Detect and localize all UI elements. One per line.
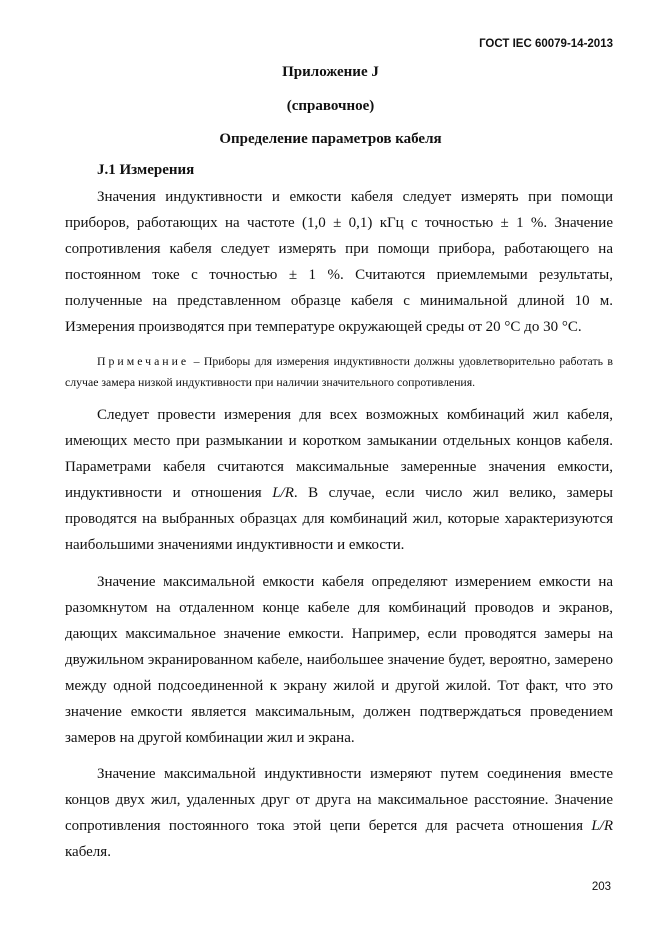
paragraph-measurements: Значения индуктивности и емкости кабеля следует измерять при помощи приборов, работающих на частоте (1,0 ± 0,1) кГц с точностью ± 1 %. Значение сопротивления кабеля следует измерять при помощи прибора, работающего на постоянном токе с точностью ± 1 %. Считаются приемлемыми результаты, полученные на представленном образце кабеля с минимальной длиной 10 м. Измерения производятся при температуре окружающей среды от 20 °С до 30 °С. [65, 189, 613, 335]
annex-heading: Определение параметров кабеля [219, 131, 442, 147]
note-label: Примечание [97, 354, 190, 368]
document-code: ГОСТ IEC 60079-14-2013 [479, 38, 613, 50]
section-heading: J.1 Измерения [97, 162, 195, 178]
note [65, 351, 613, 393]
paragraph-combinations-text-1: Следует провести измерения для всех возможных комбинаций жил кабеля, имеющих место при размыкании и коротком замыкании отдельных концов кабеля. Параметрами кабеля считаются максимальные замеренные значения емкости, индуктивности и отношения [65, 407, 613, 501]
paragraph-combinations [65, 402, 613, 558]
paragraph-inductance-text-1: Значение максимальной индуктивности измеряют путем соединения вместе концов двух жил, удаленных друг от друга на максимальное расстояние. Значение сопротивления постоянного тока этой цепи берется для расчета отношения [65, 766, 613, 834]
paragraph-capacitance: Значение максимальной емкости кабеля определяют измерением емкости на разомкнутом на отдаленном конце кабеле для комбинаций проводов и экранов, дающих максимальное значение емкости. Например, если проводятся замеры на двужильном экранированном кабеле, наибольшее значение будет, вероятно, замерено между одной подсоединенной к экрану жилой и другой жилой. Тот факт, что это значение емкости является максимальным, должен подтверждаться проведением замеров на другой комбинации жил и экрана. [65, 574, 613, 746]
annex-title: Приложение J [282, 64, 379, 80]
note-text: – Приборы для измерения индуктивности должны удовлетворительно работать в случае замера низкой индуктивности при наличии значительного сопротивления. [65, 354, 613, 389]
ratio-lr: L/R [272, 485, 294, 501]
paragraph-inductance [65, 761, 613, 865]
ratio-lr-2: L/R [591, 818, 613, 834]
annex-status: (справочное) [286, 98, 375, 114]
paragraph-combinations-text-2: . В случае, если число жил велико, замеры проводятся на выбранных образцах для комбинаций жил, которые характеризуются наибольшими значениями индуктивности и емкости. [65, 485, 613, 553]
paragraph-inductance-text-2: кабеля. [65, 844, 111, 860]
page-number: 203 [591, 881, 611, 893]
